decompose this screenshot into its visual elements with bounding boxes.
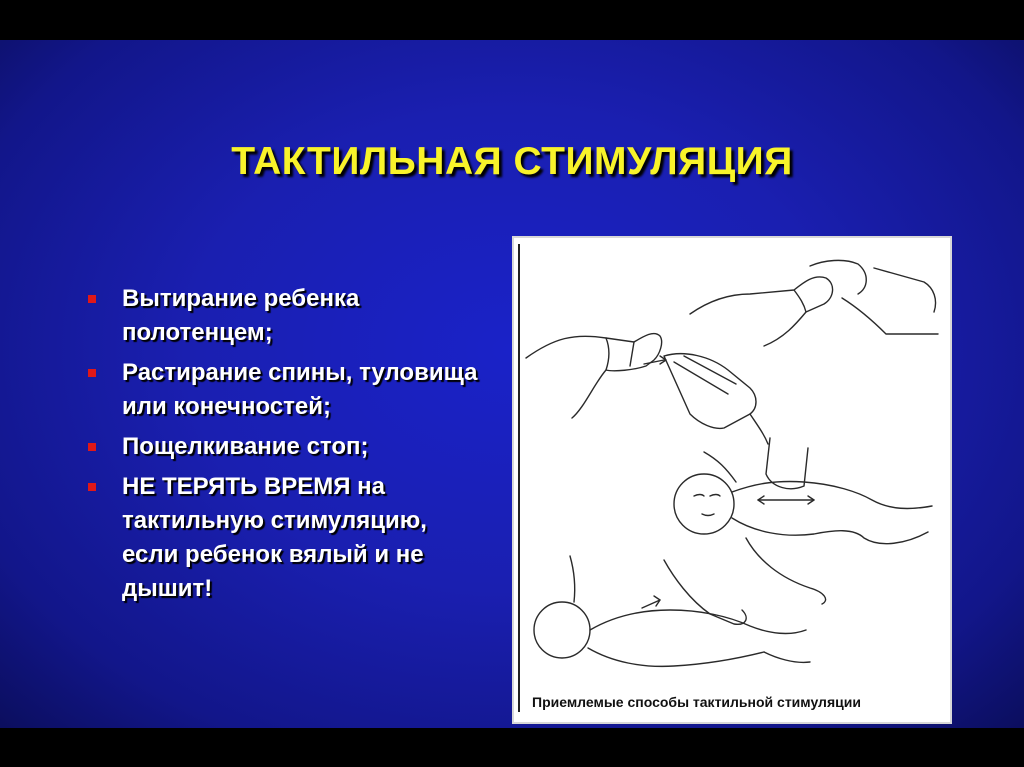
bullet-item xyxy=(86,430,486,464)
bullet-item xyxy=(86,282,486,350)
bullet-marker-icon xyxy=(88,443,96,451)
bullet-text: Растирание спины, туловища или конечностей; xyxy=(122,359,478,420)
presentation-slide xyxy=(0,40,1024,728)
bullet-list xyxy=(86,282,486,612)
bullet-marker-icon xyxy=(88,483,96,491)
figure-caption: Приемлемые способы тактильной стимуляции xyxy=(532,694,861,710)
bullet-text: Пощелкивание стоп; xyxy=(122,433,369,460)
bullet-text: НЕ ТЕРЯТЬ ВРЕМЯ на тактильную стимуляцию, если ребенок вялый и не дышит! xyxy=(122,473,427,602)
bullet-item xyxy=(86,356,486,424)
stimulation-figure xyxy=(512,236,952,724)
bullet-text: Вытирание ребенка полотенцем; xyxy=(122,285,360,346)
bullet-marker-icon xyxy=(88,295,96,303)
bullet-marker-icon xyxy=(88,369,96,377)
newborn-illustration-icon xyxy=(514,238,950,678)
bullet-item xyxy=(86,470,486,606)
slide-title: ТАКТИЛЬНАЯ СТИМУЛЯЦИЯ xyxy=(231,140,793,183)
